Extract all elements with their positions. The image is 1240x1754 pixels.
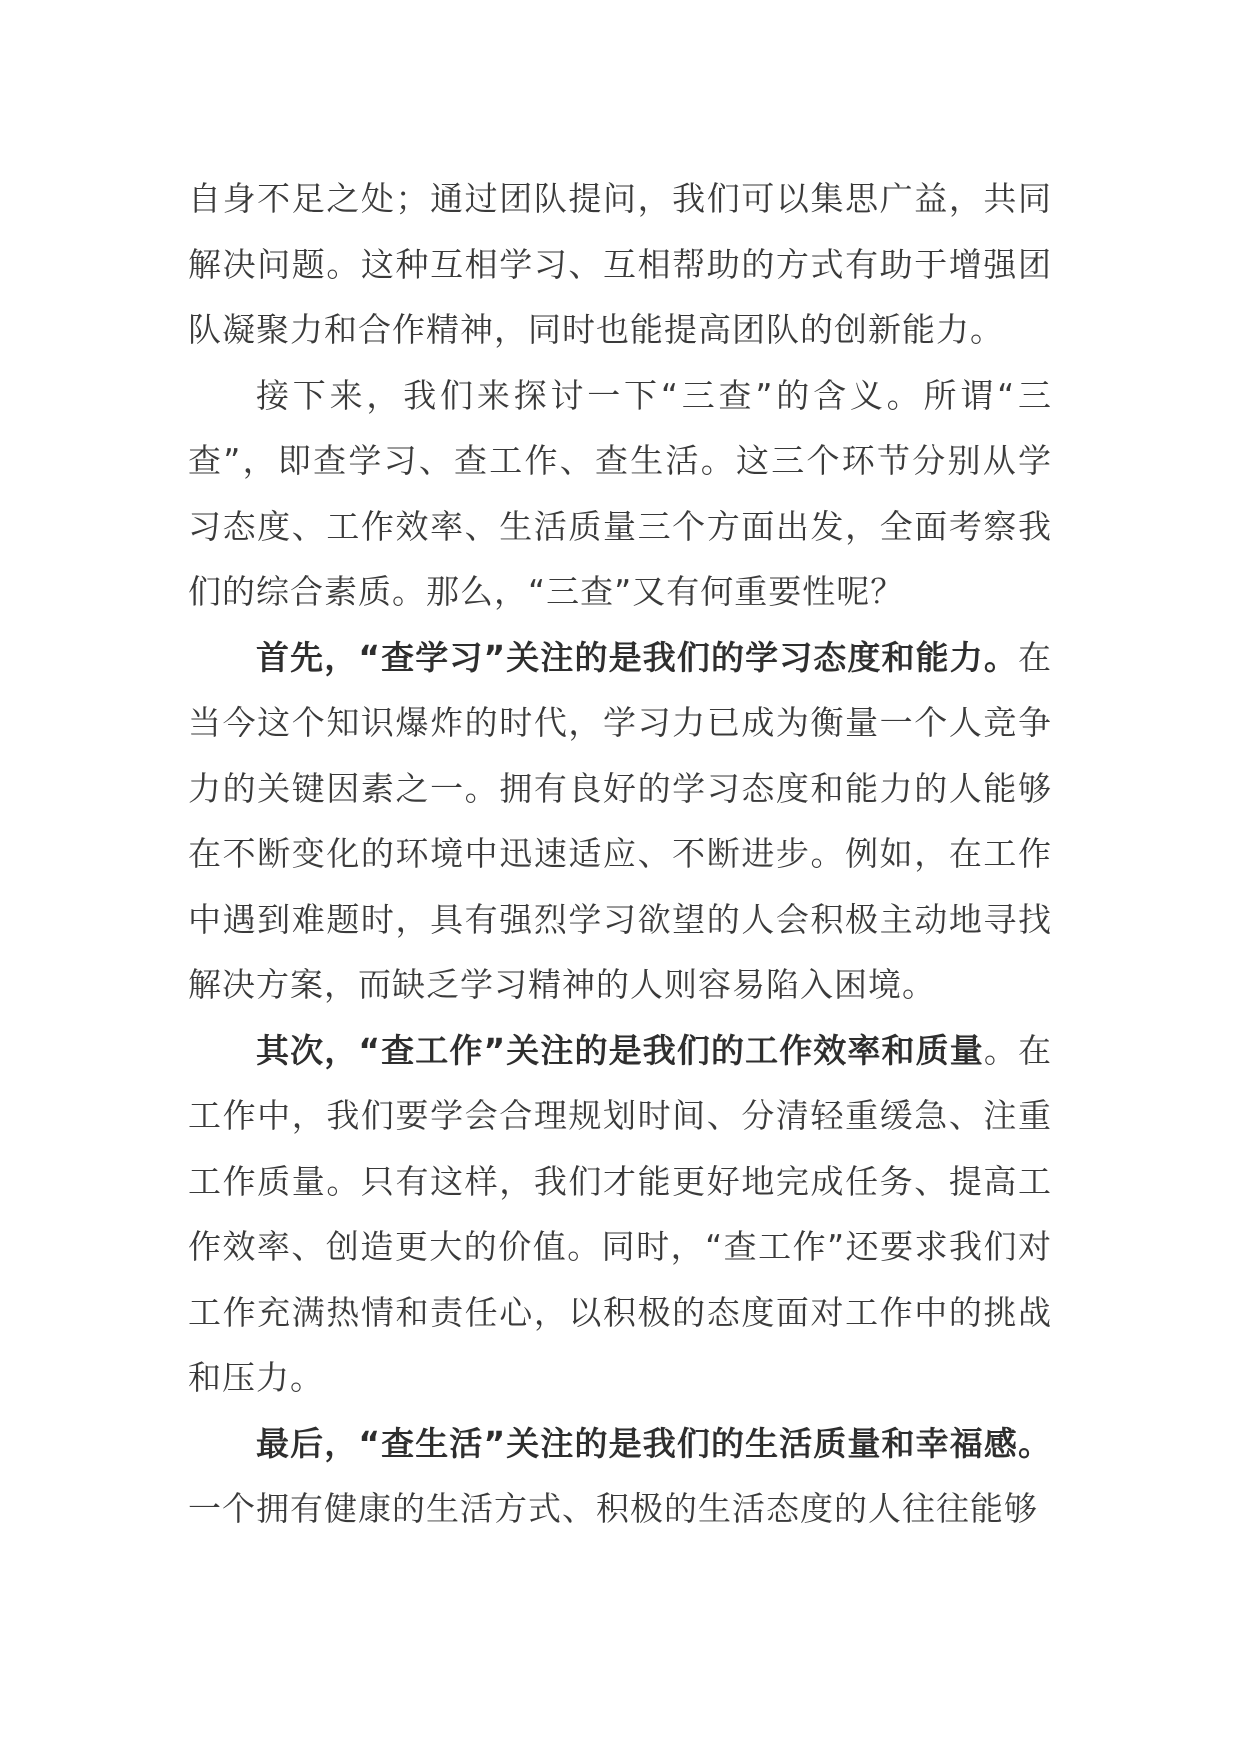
body-text bbox=[188, 166, 1052, 1542]
paragraph-3-text: 在当今这个知识爆炸的时代，学习力已成为衡量一个人竞争力的关键因素之一。拥有良好的学习态度和能力的人能够在不断变化的环境中迅速适应、不断进步。例如，在工作中遇到难题时，具有强烈学习欲望的人会积极主动地寻找解决方案，而缺乏学习精神的人则容易陷入困境。 bbox=[188, 637, 1052, 1004]
paragraph-5 bbox=[188, 1411, 1052, 1542]
paragraph-1-text: 自身不足之处；通过团队提问，我们可以集思广益，共同解决问题。这种互相学习、互相帮助的方式有助于增强团队凝聚力和合作精神，同时也能提高团队的创新能力。 bbox=[188, 179, 1052, 349]
paragraph-3-lead: 首先，“查学习”关注的是我们的学习态度和能力。 bbox=[256, 637, 1018, 677]
paragraph-1 bbox=[188, 166, 1052, 363]
paragraph-4-lead: 其次，“查工作”关注的是我们的工作效率和质量 bbox=[256, 1030, 984, 1070]
paragraph-4-text: 。在工作中，我们要学会合理规划时间、分清轻重缓急、注重工作质量。只有这样，我们才能更好地完成任务、提高工作效率、创造更大的价值。同时，“查工作”还要求我们对工作充满热情和责任心，以积极的态度面对工作中的挑战和压力。 bbox=[188, 1030, 1052, 1397]
paragraph-3 bbox=[188, 625, 1052, 1018]
paragraph-2 bbox=[188, 363, 1052, 625]
paragraph-5-text: 一个拥有健康的生活方式、积极的生活态度的人往往能够 bbox=[188, 1489, 1038, 1528]
paragraph-4 bbox=[188, 1018, 1052, 1411]
paragraph-2-text: 接下来，我们来探讨一下“三查”的含义。所谓“三查”，即查学习、查工作、查生活。这三个环节分别从学习态度、工作效率、生活质量三个方面出发，全面考察我们的综合素质。那么，“三查”又有何重要性呢？ bbox=[188, 375, 1052, 611]
paragraph-5-lead: 最后，“查生活”关注的是我们的生活质量和幸福感。 bbox=[256, 1423, 1052, 1463]
